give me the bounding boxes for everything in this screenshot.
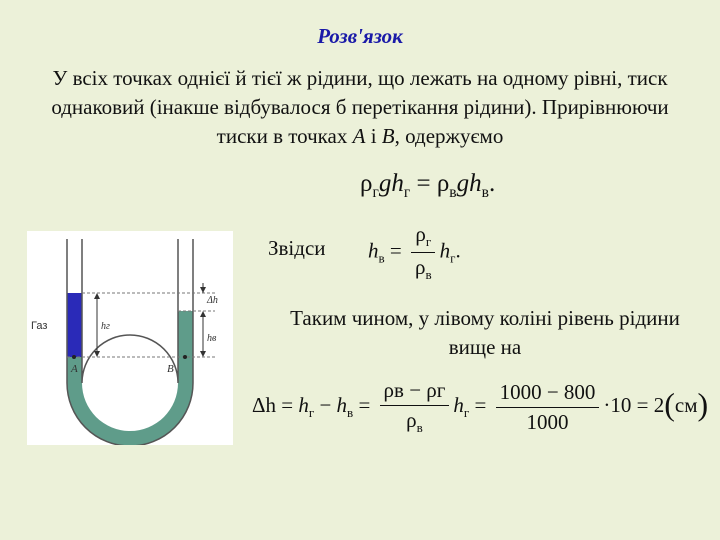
paragraph-text-2: і bbox=[365, 124, 382, 148]
hg-label: hг bbox=[101, 321, 110, 332]
delta-h-formula: $\Delta h = h_г - h_в$ = $\frac{\rho в - \rho г}{\rho_в}$ $h_г$ = $\frac{1000 - 800}{1000}$ ·10 = 2(см) bbox=[252, 378, 709, 436]
u-tube-diagram bbox=[27, 231, 233, 445]
point-a bbox=[72, 355, 76, 359]
height-ratio-formula: $h_в$ = $\frac{\rho_г}{\rho_в}$ $h_г$. bbox=[368, 222, 461, 283]
dh-label: Δh bbox=[207, 295, 218, 306]
solution-title: Розв'язок bbox=[317, 24, 403, 48]
gas-label: Газ bbox=[31, 320, 48, 332]
point-b bbox=[183, 355, 187, 359]
point-b-label: B bbox=[167, 363, 174, 375]
conclusion-text: Таким чином, у лівому коліні рівень рідини вище на bbox=[290, 306, 680, 359]
point-a-label: A bbox=[71, 363, 78, 375]
paragraph-text-1: У всіх точках однієї й тієї ж рідини, що лежать на одному рівні, тиск однаковий (інакше відбувалося б перетікання рідини). Прирівнюючи тиски в точках bbox=[51, 66, 669, 148]
liquid-fill bbox=[67, 311, 193, 445]
point-b-ref: B bbox=[381, 124, 395, 148]
pressure-equality-formula: $\rho_гgh_г = \rho_вgh_в$. bbox=[360, 170, 496, 201]
u-tube-svg bbox=[27, 231, 233, 445]
gas-fill bbox=[67, 293, 82, 357]
tube-inner-wall bbox=[82, 239, 178, 383]
zvidsy-label: Звідси bbox=[268, 236, 326, 260]
hv-label: hв bbox=[207, 333, 217, 344]
paragraph-text-3: , одержуємо bbox=[394, 124, 504, 148]
solution-paragraph bbox=[40, 64, 680, 151]
point-a-ref: A bbox=[352, 124, 366, 148]
